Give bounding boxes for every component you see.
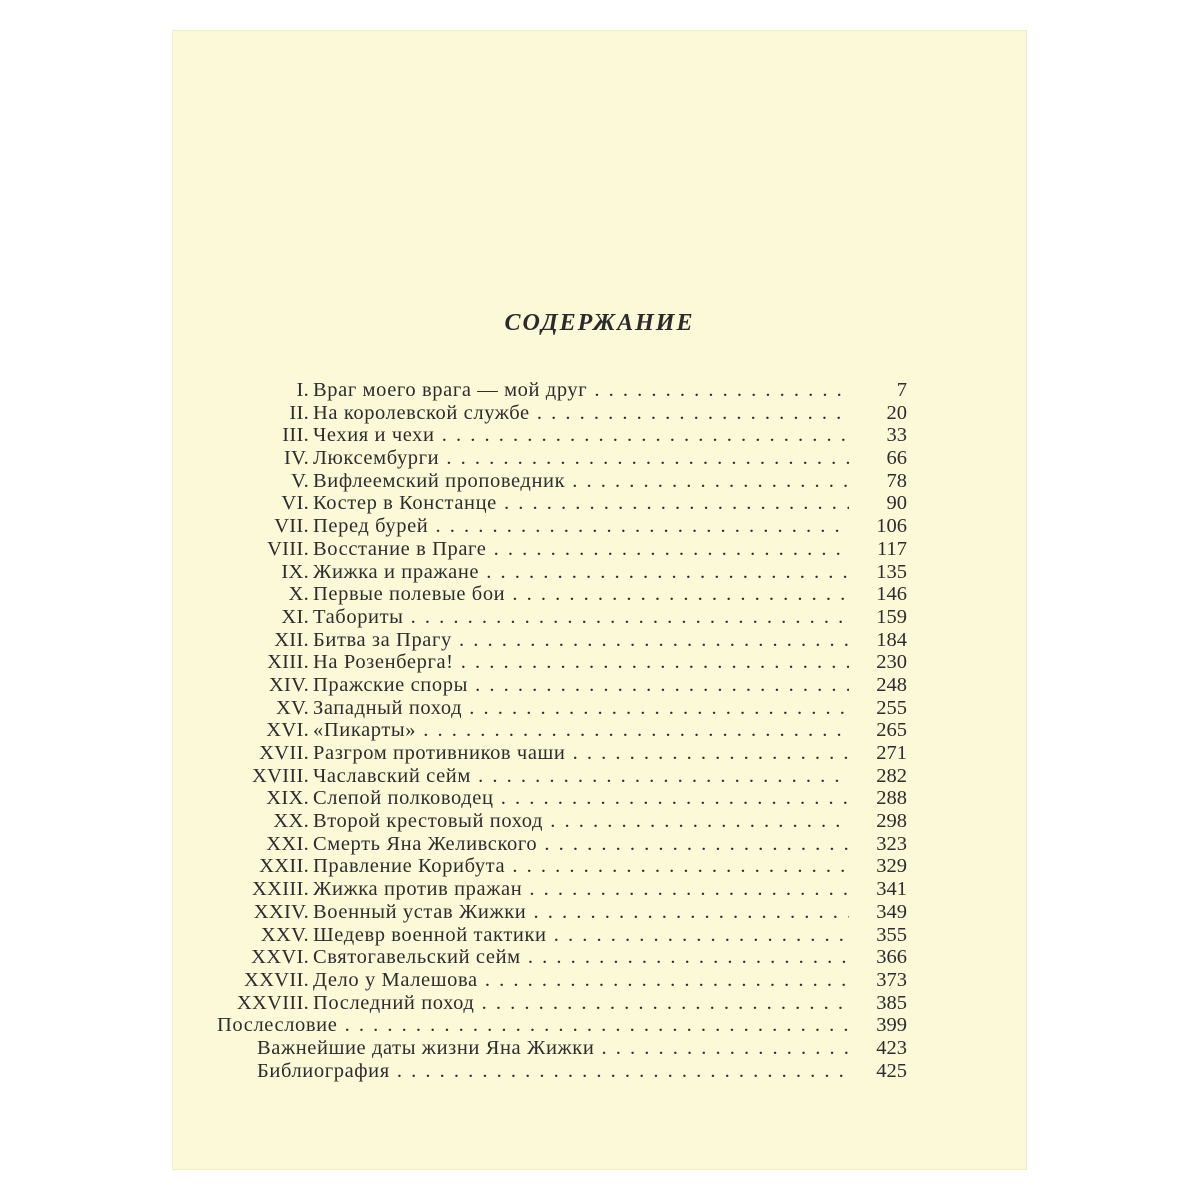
toc-entry: [217, 810, 907, 833]
chapter-title: Второй крестовый поход . .: [313, 810, 849, 833]
document-page: [172, 30, 1027, 1170]
chapter-title: Разгром противников чаши . .: [313, 742, 849, 765]
chapter-number: XXVII.: [244, 968, 309, 991]
chapter-number: XIX.: [266, 787, 309, 810]
toc-entry: [217, 901, 907, 924]
chapter-title: Люксембурги . .: [313, 447, 849, 470]
chapter-title: Битва за Прагу . .: [313, 629, 849, 652]
chapter-title: Вифлеемский проповедник . .: [313, 470, 849, 493]
chapter-number: XI.: [281, 605, 309, 628]
chapter-number: VII.: [274, 515, 309, 538]
chapter-title: Послесловие . .: [217, 1014, 849, 1037]
chapter-title: Военный устав Жижки . .: [313, 901, 849, 924]
chapter-title: Библиография . .: [257, 1060, 849, 1083]
chapter-number: XVIII.: [251, 764, 309, 787]
page-number: 159: [876, 605, 907, 628]
page-number: 323: [876, 832, 907, 855]
chapter-number: VIII.: [267, 537, 309, 560]
chapter-number: XV.: [276, 696, 309, 719]
page-number: 265: [876, 719, 907, 742]
chapter-title: Дело у Малешова . .: [313, 969, 849, 992]
chapter-number: XXVI.: [251, 946, 309, 969]
page-number: 329: [876, 855, 907, 878]
toc-entry: [217, 742, 907, 765]
chapter-number: XXIV.: [253, 900, 309, 923]
page-number: 373: [876, 968, 907, 991]
toc-entry: [217, 470, 907, 493]
page-number: 425: [876, 1059, 907, 1082]
page-number: 255: [876, 696, 907, 719]
chapter-number: XIII.: [267, 651, 309, 674]
chapter-number: IV.: [283, 447, 309, 470]
chapter-number: VI.: [281, 492, 309, 515]
toc-entry: [217, 583, 907, 606]
chapter-number: XXIII.: [251, 878, 309, 901]
page-number: 184: [876, 628, 907, 651]
toc-entry: [217, 946, 907, 969]
chapter-number: XXVIII.: [236, 991, 309, 1014]
toc-entry: [217, 402, 907, 425]
chapter-number: XXI.: [266, 832, 309, 855]
toc-entry: [217, 969, 907, 992]
page-number: 33: [886, 424, 907, 447]
toc-entry: [217, 492, 907, 515]
toc-entry: [217, 538, 907, 561]
toc-entry: [217, 447, 907, 470]
toc-entry: [217, 606, 907, 629]
chapter-title: На королевской службе . .: [313, 402, 849, 425]
toc-entry: [217, 855, 907, 878]
toc-entry: [217, 1014, 907, 1037]
chapter-title: Враг моего врага — мой друг . .: [313, 379, 849, 402]
chapter-number: X.: [288, 583, 309, 606]
toc-entry: [217, 765, 907, 788]
page-number: 7: [896, 379, 907, 401]
toc-entry: [217, 515, 907, 538]
page-number: 366: [876, 946, 907, 969]
chapter-title: Важнейшие даты жизни Яна Жижки . .: [257, 1037, 849, 1060]
chapter-title: Западный поход . .: [313, 697, 849, 720]
chapter-number: II.: [289, 401, 309, 424]
chapter-title: Костер в Констанце . .: [313, 492, 849, 515]
chapter-title: На Розенберга! . .: [313, 651, 849, 674]
toc-entry: [217, 674, 907, 697]
chapter-title: Перед бурей . .: [313, 515, 849, 538]
page-number: 423: [876, 1036, 907, 1059]
chapter-number: XXV.: [260, 923, 309, 946]
toc-entry: [217, 787, 907, 810]
chapter-number: XVI.: [266, 719, 309, 742]
page-number: 20: [886, 401, 907, 424]
chapter-title: Шедевр военной тактики . .: [313, 924, 849, 947]
chapter-title: Жижка против пражан . .: [313, 878, 849, 901]
toc-entry: [217, 424, 907, 447]
chapter-title: Табориты . .: [313, 606, 849, 629]
toc-entry: [217, 992, 907, 1015]
chapter-number: XVII.: [259, 742, 309, 764]
chapter-title: Пражские споры . .: [313, 674, 849, 697]
toc-entry: [217, 561, 907, 584]
toc-entry: [217, 833, 907, 856]
chapter-title: Чаславский сейм . .: [313, 765, 849, 788]
chapter-number: XXII.: [259, 855, 309, 878]
page-number: 90: [886, 492, 907, 515]
chapter-title: «Пикарты» . .: [313, 719, 849, 742]
chapter-number: I.: [296, 379, 309, 401]
chapter-title: Смерть Яна Желивского . .: [313, 833, 849, 856]
chapter-number: XX.: [273, 810, 309, 833]
chapter-title: Восстание в Праге . .: [313, 538, 849, 561]
toc-entry: [217, 379, 907, 402]
page-number: 288: [876, 787, 907, 810]
toc-entry: [217, 651, 907, 674]
chapter-title: Первые полевые бои . .: [313, 583, 849, 606]
page-number: 78: [886, 469, 907, 492]
chapter-title: Святогавельский сейм . .: [313, 946, 849, 969]
page-number: 135: [876, 560, 907, 583]
page-number: 248: [876, 673, 907, 696]
toc-entry: [217, 924, 907, 947]
toc-entry: [217, 1060, 907, 1083]
page-number: 385: [876, 991, 907, 1014]
chapter-title: Слепой полководец . .: [313, 787, 849, 810]
page-number: 106: [876, 515, 907, 538]
page-number: 117: [877, 537, 907, 560]
chapter-number: III.: [282, 424, 309, 447]
chapter-title: Жижка и пражане . .: [313, 561, 849, 584]
page-number: 349: [876, 900, 907, 923]
toc-entry: [217, 697, 907, 720]
chapter-number: V.: [291, 469, 309, 492]
chapter-number: XII.: [274, 628, 309, 651]
contents-heading: СОДЕРЖАНИЕ: [504, 310, 695, 336]
page-number: 341: [876, 878, 907, 901]
chapter-title: Чехия и чехи . .: [313, 424, 849, 447]
toc-entry: [217, 629, 907, 652]
toc-entry: [217, 1037, 907, 1060]
chapter-title: Правление Корибута . .: [313, 855, 849, 878]
page-number: 66: [886, 447, 907, 470]
chapter-title: Последний поход . .: [313, 992, 849, 1015]
page-number: 282: [876, 764, 907, 787]
page-number: 355: [876, 923, 907, 946]
page-number: 146: [876, 583, 907, 606]
page-number: 230: [876, 651, 907, 674]
toc-entry: [217, 878, 907, 901]
toc-entry: [217, 719, 907, 742]
chapter-number: XIV.: [268, 673, 309, 696]
chapter-number: IX.: [281, 560, 309, 583]
page-number: 271: [876, 742, 907, 764]
page-number: 399: [876, 1014, 907, 1037]
table-of-contents: [217, 379, 907, 1082]
page-number: 298: [876, 810, 907, 833]
